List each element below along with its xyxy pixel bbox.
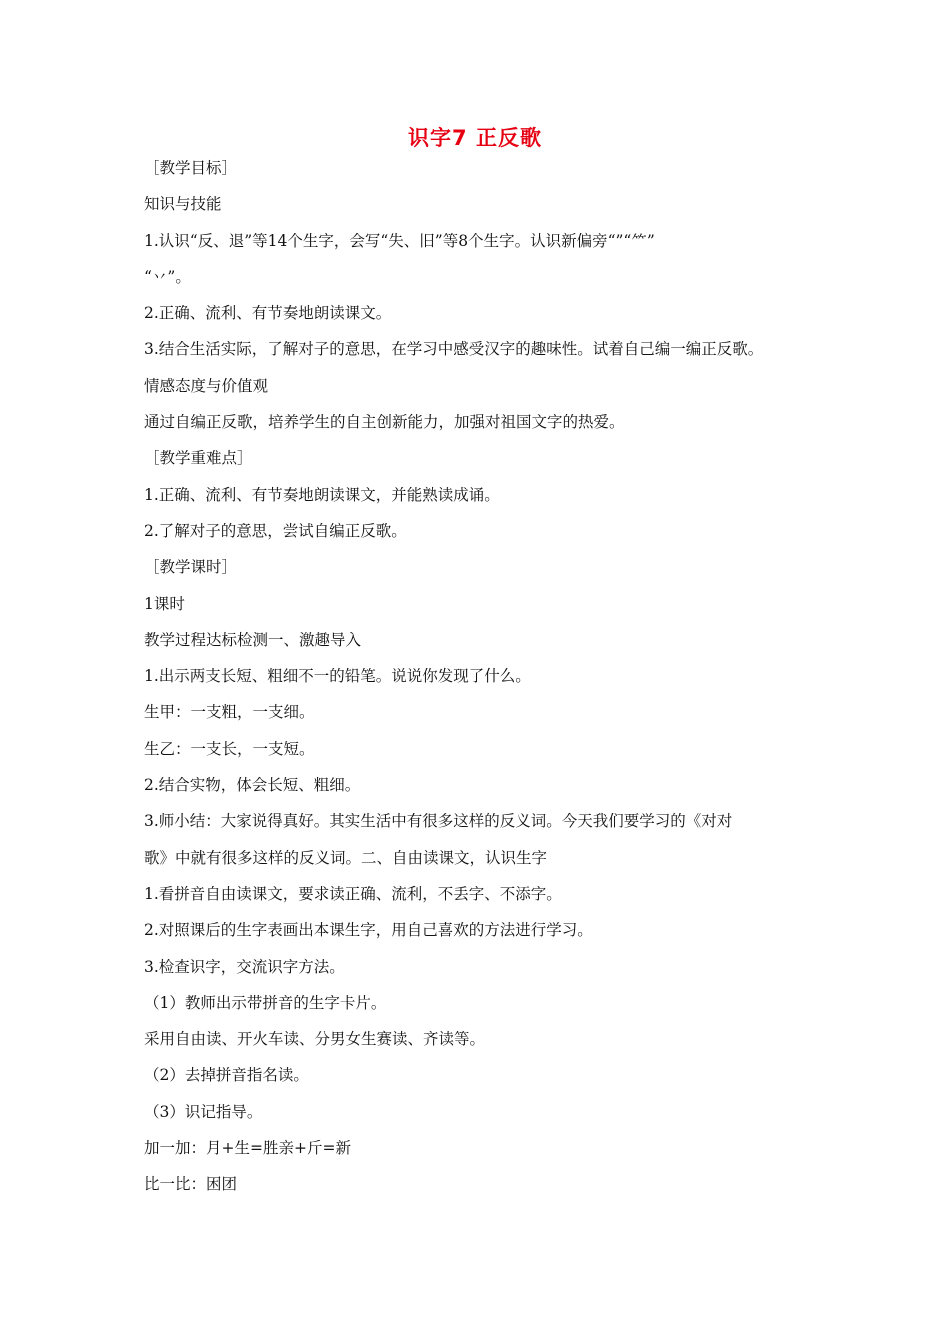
text-line: （1）教师出示带拼音的生字卡片。 bbox=[144, 993, 387, 1012]
text-line: 2.对照课后的生字表画出本课生字，用自己喜欢的方法进行学习。 bbox=[144, 921, 593, 940]
text-line: 3.师小结：大家说得真好。其实生活中有很多这样的反义词。今天我们要学习的《对对 bbox=[144, 812, 733, 831]
text-line: 教学过程达标检测一、激趣导入 bbox=[144, 630, 362, 649]
text-line: 1.认识“反、退”等14个生字，会写“失、旧”等8个生字。认识新偏旁“”“⺮” bbox=[144, 231, 655, 250]
text-line: 生甲：一支粗，一支细。 bbox=[144, 703, 315, 722]
text-line: 3.检查识字，交流识字方法。 bbox=[144, 957, 345, 976]
text-line: 1.看拼音自由读课文，要求读正确、流利，不丢字、不添字。 bbox=[144, 884, 562, 903]
text-line: 知识与技能 bbox=[144, 195, 222, 214]
text-line: 歌》中就有很多这样的反义词。二、自由读课文，认识生字 bbox=[144, 848, 548, 867]
document-body bbox=[144, 150, 816, 1203]
text-line: 加一加：月+生=胜亲+斤=新 bbox=[144, 1139, 351, 1158]
text-line: ［教学重难点］ bbox=[144, 449, 253, 468]
text-line: ［教学课时］ bbox=[144, 558, 238, 577]
text-line: 1.出示两支长短、粗细不一的铅笔。说说你发现了什么。 bbox=[144, 667, 531, 686]
text-line: 通过自编正反歌，培养学生的自主创新能力，加强对祖国文字的热爱。 bbox=[144, 413, 625, 432]
text-line: 3.结合生活实际，了解对子的意思，在学习中感受汉字的趣味性。试着自己编一编正反歌。 bbox=[144, 340, 764, 359]
text-line: 比一比：困团 bbox=[144, 1175, 238, 1194]
text-line: （3）识记指导。 bbox=[144, 1102, 263, 1121]
text-line: 2.结合实物，体会长短、粗细。 bbox=[144, 776, 361, 795]
text-line: 2.正确、流利、有节奏地朗读课文。 bbox=[144, 304, 392, 323]
text-line: “丷”。 bbox=[144, 267, 191, 286]
text-line: 生乙：一支长，一支短。 bbox=[144, 739, 315, 758]
text-line: （2）去掉拼音指名读。 bbox=[144, 1066, 309, 1085]
text-line: 1课时 bbox=[144, 594, 185, 613]
text-line: 情感态度与价值观 bbox=[144, 376, 269, 395]
document-title: 识字7 正反歌 bbox=[408, 126, 542, 150]
text-line: ［教学目标］ bbox=[144, 159, 238, 177]
text-line: 采用自由读、开火车读、分男女生赛读、齐读等。 bbox=[144, 1030, 486, 1049]
text-line: 2.了解对子的意思，尝试自编正反歌。 bbox=[144, 521, 407, 540]
text-line: 1.正确、流利、有节奏地朗读课文，并能熟读成诵。 bbox=[144, 485, 500, 504]
